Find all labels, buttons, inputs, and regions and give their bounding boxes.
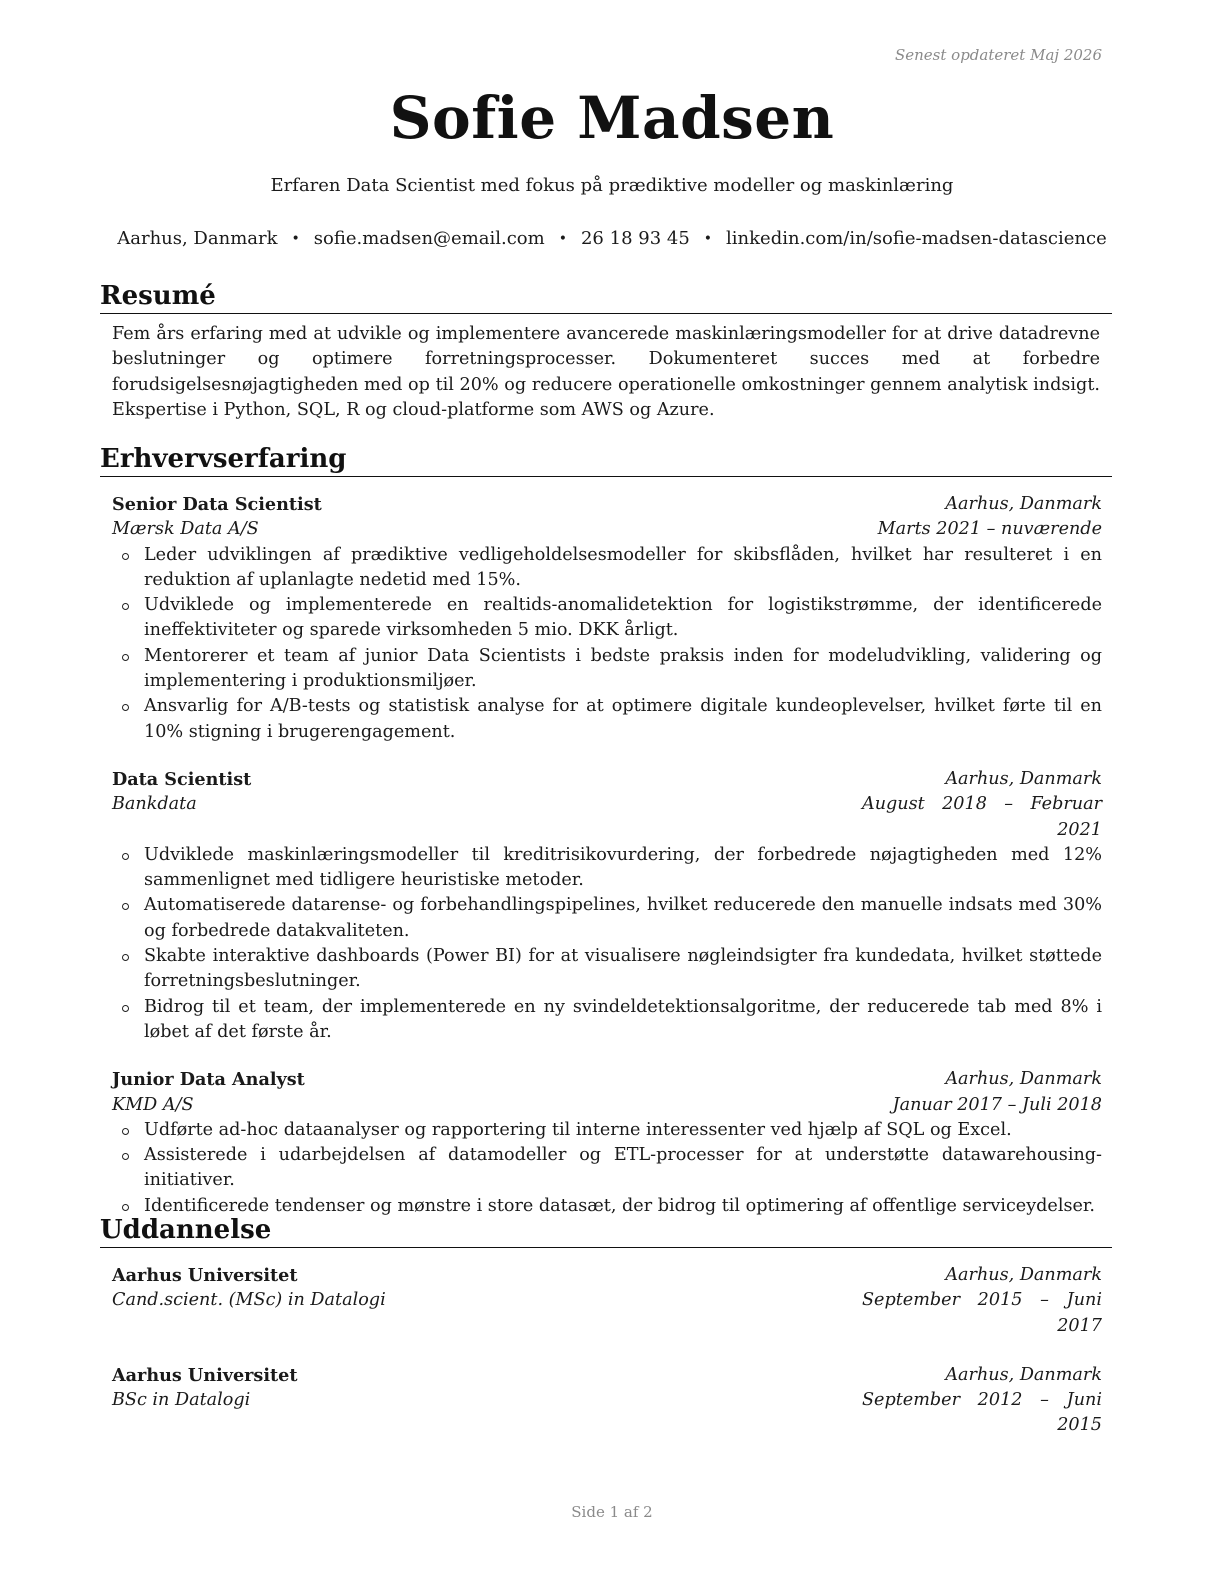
bullet-separator: • [291, 231, 300, 247]
list-item: Identificerede tendenser og mønstre i store datasæt, der bidrog til optimering af offentlige serviceydelser. [144, 1194, 1102, 1219]
job-location: Aarhus, Danmark [945, 494, 1102, 514]
job-entry [112, 492, 1102, 745]
contact-location: Aarhus, Danmark [117, 228, 278, 249]
education-section [100, 1214, 1112, 1439]
list-item: Ansvarlig for A/B-tests og statistisk analyse for at optimere digitale kundeoplevelser, hvilket førte til en 10% stigning i brugerengagement. [144, 694, 1102, 745]
job-company: Bankdata [112, 794, 197, 815]
contact-email[interactable]: sofie.madsen@email.com [313, 228, 545, 249]
job-role: Senior Data Scientist [112, 494, 322, 515]
school-location: Aarhus, Danmark [945, 1364, 1102, 1385]
job-company: Mærsk Data A/S [112, 519, 259, 540]
job-bullets [112, 843, 1102, 1045]
section-title-experience: Erhvervserfaring [100, 443, 1112, 477]
job-role: Data Scientist [112, 768, 252, 790]
tagline: Erfaren Data Scientist med fokus på prædiktive modeller og maskinlæring [270, 175, 954, 196]
job-bullets [112, 1118, 1102, 1219]
job-location: Aarhus, Danmark [945, 768, 1102, 789]
contact-line [0, 228, 1224, 249]
section-title-summary: Resumé [100, 280, 1112, 314]
school-location: Aarhus, Danmark [945, 1265, 1102, 1285]
list-item: Udviklede maskinlæringsmodeller til kreditrisikovurdering, der forbedrede nøjagtigheden med 12% sammenlignet med tidligere heuristiske metoder. [144, 843, 1102, 894]
school-name: Aarhus Universitet [112, 1364, 298, 1386]
school-name: Aarhus Universitet [112, 1265, 298, 1286]
list-item: Skabte interaktive dashboards (Power BI) for at visualisere nøgleindsigter fra kundedata, hvilket støttede forretningsbeslutninger. [144, 944, 1102, 995]
job-bullets [112, 543, 1102, 745]
education-entry [112, 1363, 1102, 1439]
list-item: Udførte ad-hoc dataanalyser og rapportering til interne interessenter ved hjælp af SQL og Excel. [144, 1118, 1102, 1143]
candidate-name: Sofie Madsen [389, 84, 835, 152]
job-entry [112, 767, 1102, 1045]
job-role: Junior Data Analyst [112, 1069, 305, 1091]
contact-linkedin[interactable]: linkedin.com/in/sofie-madsen-datascience [726, 228, 1107, 249]
degree: BSc in Datalogi [112, 1390, 251, 1411]
page-number: Side 1 af 2 [571, 1503, 653, 1521]
degree: Cand.scient. (MSc) in Datalogi [112, 1290, 386, 1311]
list-item: Bidrog til et team, der implementerede en ny svindeldetektionsalgoritme, der reducerede tab med 8% i løbet af det første år. [144, 995, 1102, 1046]
bullet-separator: • [703, 231, 713, 247]
summary-section [100, 280, 1112, 423]
list-item: Automatiserede datarense- og forbehandlingspipelines, hvilket reducerede den manuelle indsats med 30% og forbedrede datakvaliteten. [144, 893, 1102, 944]
list-item: Leder udviklingen af prædiktive vedligeholdelsesmodeller for skibsflåden, hvilket har resulteret i en reduktion af uplanlagte nedetid med 15%. [144, 543, 1102, 594]
job-dates: August 2018 – Februar 2021 [862, 794, 1102, 840]
education-dates: September 2012 – Juni 2015 [862, 1390, 1102, 1436]
experience-section [100, 443, 1112, 1219]
job-location: Aarhus, Danmark [945, 1069, 1102, 1090]
job-dates: Januar 2017 – Juli 2018 [892, 1094, 1102, 1115]
education-entry [112, 1263, 1102, 1339]
summary-text: Fem års erfaring med at udvikle og implementere avancerede maskinlæringsmodeller for at drive datadrevne beslutninger og optimere forretningsprocesser. Dokumenteret succes med at forbedre forudsigelsesnøjagtigheden med op til 20% og reducere operationelle omkostninger gennem analytisk indsigt. Ekspertise i Python, SQL, R og cloud-platforme som AWS og Azure. [112, 324, 1100, 420]
list-item: Mentorerer et team af junior Data Scientists i bedste praksis inden for modeludvikling, validering og implementering i produktionsmiljøer. [144, 644, 1102, 695]
last-updated-note: Senest opdateret Maj 2026 [894, 46, 1102, 64]
list-item: Assisterede i udarbejdelsen af datamodeller og ETL-processer for at understøtte datawarehousing-initiativer. [144, 1143, 1102, 1194]
contact-phone: 26 18 93 45 [580, 228, 690, 249]
education-dates: September 2015 – Juni 2017 [862, 1290, 1102, 1336]
job-entry [112, 1067, 1102, 1219]
job-dates: Marts 2021 – nuværende [877, 519, 1102, 540]
list-item: Udviklede og implementerede en realtids-anomalidetektion for logistikstrømme, der identificerede ineffektiviteter og sparede virksomheden 5 mio. DKK årligt. [144, 593, 1102, 644]
bullet-separator: • [558, 231, 567, 247]
job-company: KMD A/S [112, 1094, 194, 1115]
section-title-education: Uddannelse [100, 1214, 1112, 1248]
